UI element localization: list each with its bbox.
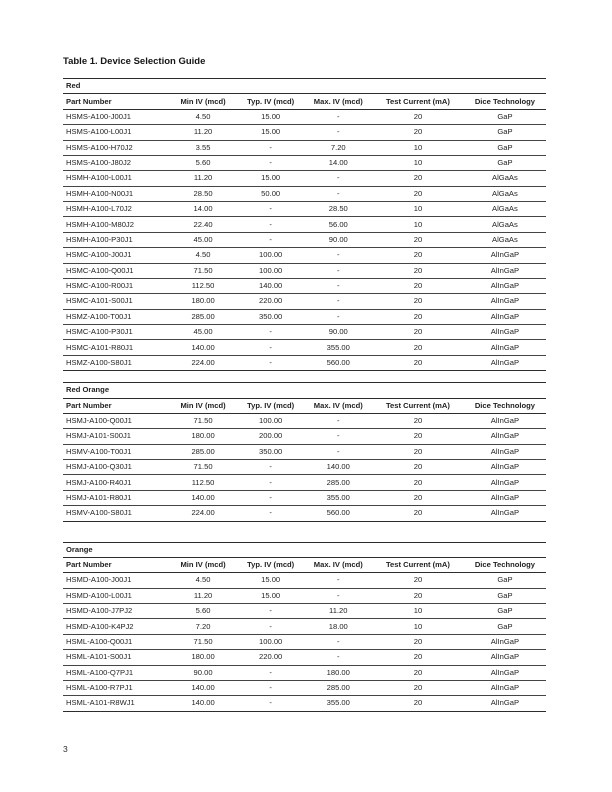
value-cell: 355.00 [304,696,372,711]
value-cell: 14.00 [304,155,372,170]
value-cell: 200.00 [237,429,305,444]
part-number-cell: HSMJ-A100-Q30J1 [63,460,169,475]
part-number-cell: HSMH-A100-P30J1 [63,232,169,247]
value-cell: GaP [464,109,546,124]
value-cell: 5.60 [169,155,237,170]
table-row [63,202,546,217]
value-cell: - [304,278,372,293]
value-cell: AlInGaP [464,355,546,370]
value-cell: 20 [372,634,464,649]
value-cell: AlGaAs [464,186,546,201]
part-number-cell: HSMV-A100-S80J1 [63,506,169,521]
value-cell: - [237,355,305,370]
part-number-cell: HSMJ-A101-R80J1 [63,490,169,505]
value-cell: 140.00 [169,490,237,505]
value-cell: - [304,186,372,201]
section-label: Orange [63,542,546,557]
value-cell: 20 [372,573,464,588]
value-cell: 20 [372,680,464,695]
value-cell: 71.50 [169,263,237,278]
part-number-cell: HSMS-A100-L00J1 [63,125,169,140]
value-cell: AlInGaP [464,278,546,293]
part-number-cell: HSMZ-A100-S80J1 [63,355,169,370]
value-cell: - [237,340,305,355]
section-label: Red Orange [63,383,546,398]
part-number-cell: HSML-A101-S00J1 [63,650,169,665]
value-cell: AlInGaP [464,650,546,665]
value-cell: 224.00 [169,355,237,370]
value-cell: 20 [372,506,464,521]
value-cell: 20 [372,460,464,475]
value-cell: - [304,573,372,588]
part-number-cell: HSMH-A100-L70J2 [63,202,169,217]
value-cell: 10 [372,619,464,634]
value-cell: - [237,619,305,634]
value-cell: 20 [372,294,464,309]
value-cell: AlInGaP [464,506,546,521]
value-cell: GaP [464,573,546,588]
table-row [63,490,546,505]
value-cell: 11.20 [169,171,237,186]
part-number-cell: HSMC-A101-R80J1 [63,340,169,355]
value-cell: 20 [372,186,464,201]
value-cell: 20 [372,490,464,505]
table-row [63,309,546,324]
value-cell: 20 [372,413,464,428]
value-cell: 45.00 [169,232,237,247]
table-row [63,294,546,309]
value-cell: 100.00 [237,263,305,278]
value-cell: 20 [372,475,464,490]
value-cell: 20 [372,340,464,355]
value-cell: 224.00 [169,506,237,521]
value-cell: 20 [372,309,464,324]
table-row [63,634,546,649]
value-cell: 90.00 [169,665,237,680]
table-row [63,588,546,603]
value-cell: 350.00 [237,444,305,459]
value-cell: 28.50 [169,186,237,201]
value-cell: AlGaAs [464,171,546,186]
value-cell: 15.00 [237,171,305,186]
value-cell: 50.00 [237,186,305,201]
value-cell: 71.50 [169,460,237,475]
value-cell: AlInGaP [464,680,546,695]
value-cell: - [304,634,372,649]
device-selection-tables [63,78,546,712]
value-cell: 71.50 [169,634,237,649]
value-cell: 140.00 [237,278,305,293]
value-cell: - [304,125,372,140]
part-number-cell: HSMC-A100-J00J1 [63,248,169,263]
value-cell: 10 [372,217,464,232]
value-cell: 20 [372,278,464,293]
value-cell: - [304,294,372,309]
value-cell: 285.00 [304,475,372,490]
value-cell: 20 [372,125,464,140]
value-cell: - [237,665,305,680]
value-cell: 7.20 [169,619,237,634]
value-cell: AlGaAs [464,202,546,217]
value-cell: 355.00 [304,340,372,355]
part-number-cell: HSMJ-A101-S00J1 [63,429,169,444]
value-cell: AlInGaP [464,325,546,340]
value-cell: 220.00 [237,650,305,665]
value-cell: 20 [372,171,464,186]
value-cell: 20 [372,429,464,444]
table-row [63,125,546,140]
value-cell: - [304,109,372,124]
part-number-cell: HSMV-A100-T00J1 [63,444,169,459]
value-cell: 20 [372,665,464,680]
value-cell: AlGaAs [464,217,546,232]
value-cell: AlInGaP [464,665,546,680]
value-cell: 56.00 [304,217,372,232]
value-cell: 5.60 [169,604,237,619]
table-row [63,650,546,665]
value-cell: - [237,202,305,217]
value-cell: 20 [372,232,464,247]
value-cell: 140.00 [169,696,237,711]
value-cell: - [304,588,372,603]
column-header: Typ. IV (mcd) [237,557,305,572]
value-cell: 140.00 [304,460,372,475]
value-cell: 22.40 [169,217,237,232]
value-cell: 20 [372,588,464,603]
value-cell: 11.20 [169,125,237,140]
table-row [63,232,546,247]
value-cell: - [304,171,372,186]
value-cell: AlInGaP [464,413,546,428]
value-cell: 100.00 [237,634,305,649]
table-row [63,263,546,278]
device-table-red-orange [63,382,546,521]
value-cell: 180.00 [304,665,372,680]
device-table-orange [63,542,546,712]
value-cell: 20 [372,263,464,278]
table-row [63,506,546,521]
table-row [63,355,546,370]
value-cell: 10 [372,140,464,155]
page-number: 3 [63,744,68,754]
value-cell: 285.00 [169,309,237,324]
value-cell: 4.50 [169,248,237,263]
value-cell: AlInGaP [464,696,546,711]
value-cell: AlInGaP [464,490,546,505]
value-cell: 220.00 [237,294,305,309]
part-number-cell: HSML-A101-R8WJ1 [63,696,169,711]
table-title: Table 1. Device Selection Guide [63,56,206,67]
value-cell: 100.00 [237,413,305,428]
table-row [63,680,546,695]
part-number-cell: HSMC-A100-Q00J1 [63,263,169,278]
part-number-cell: HSMZ-A100-T00J1 [63,309,169,324]
value-cell: - [237,680,305,695]
value-cell: AlGaAs [464,232,546,247]
part-number-cell: HSMH-A100-L00J1 [63,171,169,186]
table-row [63,340,546,355]
value-cell: - [304,444,372,459]
column-header: Typ. IV (mcd) [237,94,305,109]
value-cell: AlInGaP [464,248,546,263]
value-cell: - [304,248,372,263]
value-cell: 20 [372,248,464,263]
column-header: Max. IV (mcd) [304,94,372,109]
table-row [63,186,546,201]
value-cell: 71.50 [169,413,237,428]
value-cell: GaP [464,588,546,603]
value-cell: 15.00 [237,125,305,140]
value-cell: 11.20 [304,604,372,619]
value-cell: 560.00 [304,506,372,521]
value-cell: AlInGaP [464,429,546,444]
value-cell: - [304,263,372,278]
value-cell: 20 [372,696,464,711]
value-cell: 14.00 [169,202,237,217]
value-cell: AlInGaP [464,294,546,309]
part-number-cell: HSMH-A100-N00J1 [63,186,169,201]
value-cell: AlInGaP [464,444,546,459]
value-cell: AlInGaP [464,263,546,278]
value-cell: AlInGaP [464,475,546,490]
table-row [63,413,546,428]
value-cell: 355.00 [304,490,372,505]
value-cell: - [237,325,305,340]
value-cell: - [237,475,305,490]
value-cell: 140.00 [169,340,237,355]
value-cell: 180.00 [169,650,237,665]
part-number-cell: HSML-A100-Q00J1 [63,634,169,649]
table-row [63,444,546,459]
table-row [63,140,546,155]
value-cell: - [237,155,305,170]
value-cell: 4.50 [169,573,237,588]
column-header: Test Current (mA) [372,94,464,109]
table-row [63,248,546,263]
column-header: Test Current (mA) [372,557,464,572]
value-cell: 285.00 [304,680,372,695]
table-row [63,619,546,634]
value-cell: 15.00 [237,588,305,603]
value-cell: - [237,604,305,619]
column-header: Part Number [63,557,169,572]
page-content [63,57,546,712]
value-cell: - [237,232,305,247]
value-cell: - [304,309,372,324]
value-cell: GaP [464,140,546,155]
value-cell: 90.00 [304,232,372,247]
column-header: Typ. IV (mcd) [237,398,305,413]
value-cell: 20 [372,355,464,370]
value-cell: 285.00 [169,444,237,459]
value-cell: 20 [372,650,464,665]
value-cell: 3.55 [169,140,237,155]
part-number-cell: HSMC-A101-S00J1 [63,294,169,309]
value-cell: - [237,696,305,711]
value-cell: AlInGaP [464,340,546,355]
part-number-cell: HSMJ-A100-R40J1 [63,475,169,490]
value-cell: - [237,490,305,505]
value-cell: - [237,506,305,521]
table-row [63,109,546,124]
value-cell: GaP [464,619,546,634]
table-row [63,696,546,711]
column-header: Min IV (mcd) [169,94,237,109]
device-table-red [63,78,546,371]
value-cell: 45.00 [169,325,237,340]
value-cell: 4.50 [169,109,237,124]
value-cell: 11.20 [169,588,237,603]
value-cell: 20 [372,325,464,340]
part-number-cell: HSMD-A100-J00J1 [63,573,169,588]
part-number-cell: HSMD-A100-L00J1 [63,588,169,603]
value-cell: - [237,460,305,475]
column-header: Part Number [63,398,169,413]
value-cell: - [237,140,305,155]
part-number-cell: HSMD-A100-K4PJ2 [63,619,169,634]
part-number-cell: HSML-A100-Q7PJ1 [63,665,169,680]
part-number-cell: HSMD-A100-J7PJ2 [63,604,169,619]
part-number-cell: HSMH-A100-M80J2 [63,217,169,232]
column-header: Dice Technology [464,398,546,413]
value-cell: 20 [372,444,464,459]
value-cell: 100.00 [237,248,305,263]
part-number-cell: HSMC-A100-R00J1 [63,278,169,293]
table-row [63,460,546,475]
table-row [63,429,546,444]
value-cell: GaP [464,155,546,170]
part-number-cell: HSMC-A100-P30J1 [63,325,169,340]
column-header: Min IV (mcd) [169,557,237,572]
table-row [63,155,546,170]
table-row [63,217,546,232]
value-cell: 180.00 [169,429,237,444]
value-cell: AlInGaP [464,309,546,324]
value-cell: 28.50 [304,202,372,217]
value-cell: 350.00 [237,309,305,324]
part-number-cell: HSMS-A100-H70J2 [63,140,169,155]
column-header: Dice Technology [464,94,546,109]
value-cell: - [304,650,372,665]
value-cell: - [304,429,372,444]
value-cell: - [304,413,372,428]
section-label: Red [63,79,546,94]
value-cell: 18.00 [304,619,372,634]
value-cell: 15.00 [237,109,305,124]
value-cell: 10 [372,155,464,170]
column-header: Part Number [63,94,169,109]
value-cell: - [237,217,305,232]
table-row [63,278,546,293]
table-row [63,604,546,619]
value-cell: GaP [464,604,546,619]
value-cell: GaP [464,125,546,140]
value-cell: 112.50 [169,278,237,293]
value-cell: 180.00 [169,294,237,309]
value-cell: 10 [372,202,464,217]
table-row [63,665,546,680]
value-cell: 15.00 [237,573,305,588]
value-cell: 112.50 [169,475,237,490]
column-header: Dice Technology [464,557,546,572]
part-number-cell: HSMS-A100-J00J1 [63,109,169,124]
column-header: Max. IV (mcd) [304,398,372,413]
value-cell: AlInGaP [464,460,546,475]
part-number-cell: HSML-A100-R7PJ1 [63,680,169,695]
column-header: Test Current (mA) [372,398,464,413]
value-cell: AlInGaP [464,634,546,649]
value-cell: 140.00 [169,680,237,695]
part-number-cell: HSMS-A100-J80J2 [63,155,169,170]
table-row [63,171,546,186]
value-cell: 10 [372,604,464,619]
table-row [63,573,546,588]
part-number-cell: HSMJ-A100-Q00J1 [63,413,169,428]
column-header: Max. IV (mcd) [304,557,372,572]
value-cell: 90.00 [304,325,372,340]
value-cell: 7.20 [304,140,372,155]
table-row [63,325,546,340]
table-row [63,475,546,490]
column-header: Min IV (mcd) [169,398,237,413]
value-cell: 20 [372,109,464,124]
value-cell: 560.00 [304,355,372,370]
